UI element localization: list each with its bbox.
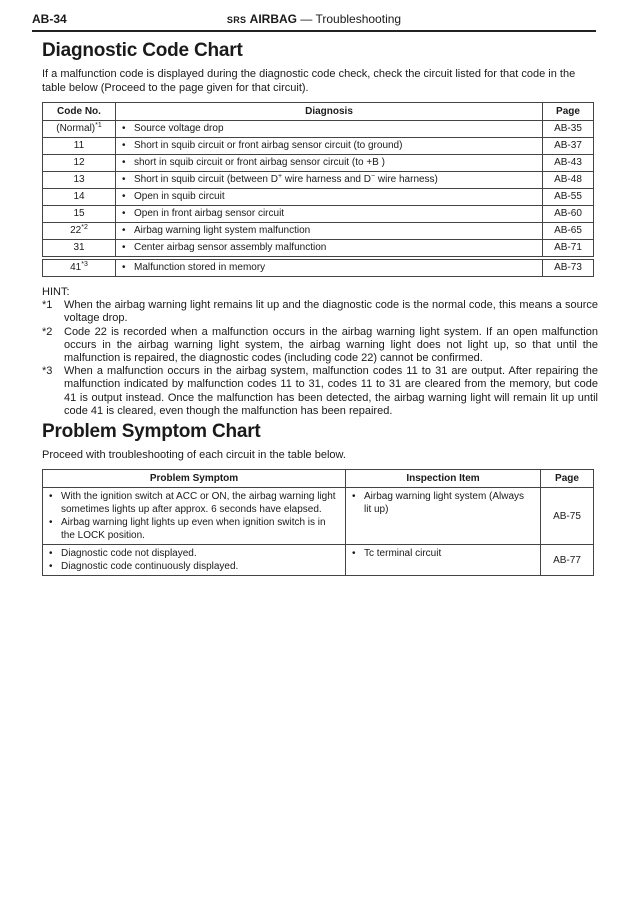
hint-mark: *1 — [42, 299, 53, 312]
page-cell: AB-48 — [543, 172, 594, 189]
bullet-icon: • — [49, 491, 53, 502]
bullet-icon: • — [122, 242, 126, 253]
page-cell: AB-43 — [543, 155, 594, 172]
hint-text: When a malfunction occurs in the airbag system, malfunction codes 11 to 31 are output. After repairing the malfunction indicated by malfunction codes 11 to 31, codes 11 to 31 are cleared from the memory, but code 41 is output instead. Once the malfunction has been detected, the airbag warning light will remain lit up until code 41 is cleared, even though the malfunction has been repaired. — [64, 365, 598, 417]
running-title — [32, 12, 596, 26]
symptom-text: Diagnostic code not displayed. — [61, 548, 197, 559]
table-header-row — [43, 103, 594, 121]
symptom-item — [49, 560, 339, 573]
diagnostic-code-table — [42, 102, 594, 277]
hint-section — [42, 286, 598, 418]
hint-mark: *3 — [42, 365, 53, 378]
hint-text: Code 22 is recorded when a malfunction occurs in the airbag warning light system. If an open malfunction occurs in the airbag warning light system, the airbag warning light does not light up, so that until the malfunction is repaired, the diagnostic codes (including code 22) cannot be confirmed. — [64, 325, 598, 365]
code-value: 14 — [73, 191, 85, 202]
column-header-symptom: Problem Symptom — [43, 470, 346, 488]
code-cell — [43, 240, 116, 257]
inspection-text: Airbag warning light system (Always lit up) — [364, 491, 525, 515]
code-cell — [43, 206, 116, 223]
footnote-mark: *1 — [95, 122, 102, 129]
hint-title: HINT: — [42, 286, 70, 298]
code-value: (Normal) — [56, 123, 96, 134]
table-row — [43, 121, 594, 138]
code-cell — [43, 260, 116, 277]
diagnosis-text: Malfunction stored in memory — [134, 262, 266, 273]
diagnosis-text: Open in front airbag sensor circuit — [134, 208, 285, 219]
diagnosis-cell — [116, 223, 543, 240]
code-value: 41 — [70, 262, 82, 273]
diagnosis-cell — [116, 121, 543, 138]
code-value: 22 — [70, 225, 82, 236]
hint-text: When the airbag warning light remains lit up and the diagnostic code is the normal code, this means a source voltage drop. — [64, 299, 598, 325]
bullet-icon: • — [122, 225, 126, 236]
diagnosis-cell — [116, 155, 543, 172]
symptom-text: Diagnostic code continuously displayed. — [61, 561, 239, 572]
diagnosis-text: Source voltage drop — [134, 123, 224, 134]
symptom-cell — [43, 488, 346, 545]
symptom-item — [49, 490, 339, 516]
diagnosis-text: wire harness) — [375, 174, 438, 185]
table-row — [43, 260, 594, 277]
page-cell: AB-60 — [543, 206, 594, 223]
page-cell: AB-37 — [543, 138, 594, 155]
page-cell: AB-35 — [543, 121, 594, 138]
diagnosis-cell — [116, 240, 543, 257]
srs-label: SRS — [226, 15, 247, 25]
bullet-icon: • — [49, 561, 53, 572]
bullet-icon: • — [49, 517, 53, 528]
footnote-mark: *2 — [81, 224, 88, 231]
hint-item — [42, 299, 598, 325]
symptom-item — [49, 516, 339, 542]
bullet-icon: • — [122, 123, 126, 134]
diagnosis-text: Open in squib circuit — [134, 191, 225, 202]
inspection-cell — [346, 545, 541, 576]
inspection-item — [352, 547, 534, 560]
bullet-icon: • — [122, 140, 126, 151]
diagnosis-cell — [116, 189, 543, 206]
diagnosis-text: Short in squib circuit (between D — [134, 174, 278, 185]
diagnostic-table-body — [43, 121, 594, 277]
page-number: AB-34 — [32, 12, 67, 26]
table-row — [43, 138, 594, 155]
page-cell: AB-77 — [541, 545, 594, 576]
inspection-text: Tc terminal circuit — [364, 548, 442, 559]
code-cell — [43, 138, 116, 155]
code-cell — [43, 189, 116, 206]
polarity-mark: − — [371, 173, 376, 180]
bullet-icon: • — [122, 174, 126, 185]
hint-item — [42, 326, 598, 366]
column-header-diagnosis: Diagnosis — [116, 103, 543, 121]
table-row — [43, 206, 594, 223]
symptom-table-body — [43, 488, 594, 576]
diagnosis-text: wire harness and D — [282, 174, 371, 185]
polarity-mark: + — [277, 173, 283, 180]
table-row — [43, 545, 594, 576]
diagnosis-text: Airbag warning light system malfunction — [134, 225, 311, 236]
inspection-cell — [346, 488, 541, 545]
code-value: 12 — [73, 157, 85, 168]
table-header-row — [43, 470, 594, 488]
column-header-code: Code No. — [43, 103, 116, 121]
problem-symptom-chart-title: Problem Symptom Chart — [42, 421, 261, 442]
table-row — [43, 223, 594, 240]
inspection-item — [352, 490, 534, 516]
bullet-icon: • — [49, 548, 53, 559]
table-row — [43, 488, 594, 545]
problem-symptom-table — [42, 469, 594, 576]
code-value: 13 — [73, 174, 85, 185]
bullet-icon: • — [122, 208, 126, 219]
diagnosis-cell — [116, 206, 543, 223]
page-cell: AB-55 — [543, 189, 594, 206]
code-cell — [43, 172, 116, 189]
title-dash: — — [300, 12, 313, 26]
code-value: 11 — [73, 140, 85, 151]
diagnosis-cell — [116, 138, 543, 155]
bullet-icon: • — [122, 191, 126, 202]
hint-mark: *2 — [42, 325, 53, 338]
diagnosis-cell — [116, 172, 543, 189]
symptom-item — [49, 547, 339, 560]
bullet-icon: • — [122, 157, 126, 168]
column-header-page: Page — [541, 470, 594, 488]
code-value: 15 — [73, 208, 85, 219]
page-cell: AB-71 — [543, 240, 594, 257]
footnote-mark: *3 — [81, 261, 88, 268]
page-cell: AB-73 — [543, 260, 594, 277]
code-cell — [43, 121, 116, 138]
table-row — [43, 172, 594, 189]
diagnosis-text: Center airbag sensor assembly malfunction — [134, 242, 327, 253]
diagnostic-intro: If a malfunction code is displayed during the diagnostic code check, check the circuit listed for that code in the table below (Proceed to the page given for that circuit). — [42, 68, 576, 94]
diagnosis-text: Short in squib circuit or front airbag sensor circuit (to ground) — [134, 140, 403, 151]
hint-list — [42, 299, 598, 418]
column-header-page: Page — [543, 103, 594, 121]
page-cell: AB-75 — [541, 488, 594, 545]
table-row — [43, 155, 594, 172]
section-label: Troubleshooting — [315, 12, 402, 26]
bullet-icon: • — [352, 548, 356, 559]
code-cell — [43, 223, 116, 240]
table-row — [43, 240, 594, 257]
diagnosis-cell — [116, 260, 543, 277]
table-row — [43, 189, 594, 206]
column-header-inspection: Inspection Item — [346, 470, 541, 488]
airbag-label: AIRBAG — [249, 12, 297, 26]
bullet-icon: • — [122, 262, 126, 273]
page-header — [32, 10, 596, 32]
code-value: 31 — [73, 242, 85, 253]
code-cell — [43, 155, 116, 172]
diagnosis-text: short in squib circuit or front airbag sensor circuit (to +B ) — [134, 157, 385, 168]
hint-item — [42, 365, 598, 418]
symptom-text: With the ignition switch at ACC or ON, the airbag warning light sometimes lights up after approx. 6 seconds have elapsed. — [61, 491, 336, 515]
bullet-icon: • — [352, 491, 356, 502]
symptom-text: Airbag warning light lights up even when ignition switch is in the LOCK position. — [61, 517, 326, 541]
page-cell: AB-65 — [543, 223, 594, 240]
symptom-intro: Proceed with troubleshooting of each circuit in the table below. — [42, 449, 346, 461]
diagnostic-code-chart-title: Diagnostic Code Chart — [42, 40, 243, 61]
symptom-cell — [43, 545, 346, 576]
